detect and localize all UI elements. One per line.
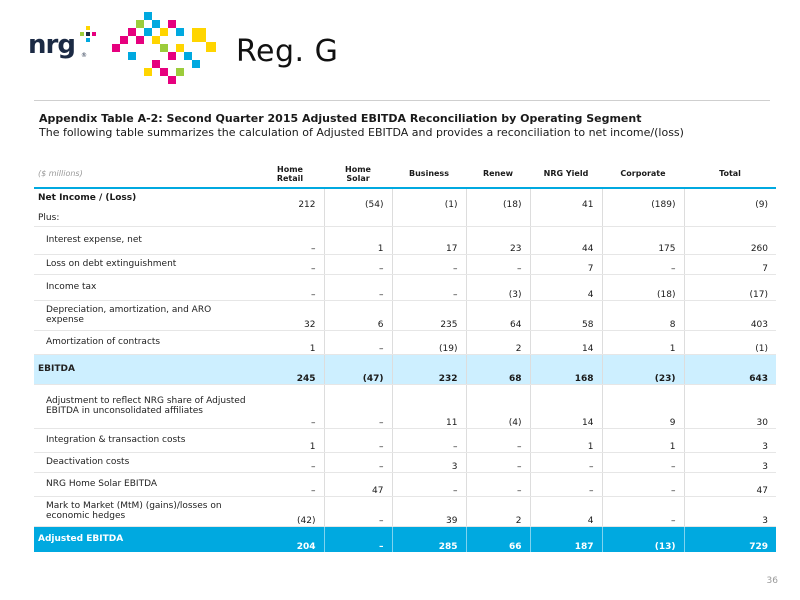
table-cell: 3	[684, 428, 776, 452]
table-header-row	[34, 160, 776, 188]
table-cell: (54)	[324, 188, 392, 210]
table-cell: 32	[256, 300, 324, 330]
row-label: Net Income / (Loss)	[38, 193, 137, 203]
table-subheading: The following table summarizes the calculation of Adjusted EBITDA and provides a reconciliation to net income/(loss)	[39, 126, 684, 139]
table-cell: –	[392, 274, 466, 300]
table-cell: –	[392, 428, 466, 452]
table-cell: –	[256, 472, 324, 496]
table-cell: 1	[324, 226, 392, 254]
table-cell: –	[324, 428, 392, 452]
row-label: NRG Home Solar EBITDA	[34, 472, 256, 496]
row-label: EBITDA	[34, 354, 256, 384]
table-row	[34, 226, 776, 254]
table-cell: –	[324, 254, 392, 274]
table-cell: 1	[602, 330, 684, 354]
table-cell: 232	[392, 354, 466, 384]
table-cell	[324, 210, 392, 226]
table-cell: 9	[602, 384, 684, 428]
table-cell: –	[256, 226, 324, 254]
logo-pinwheel-icon	[78, 26, 98, 46]
table-cell: (42)	[256, 496, 324, 526]
header-divider	[34, 100, 770, 101]
table-cell: 2	[466, 330, 530, 354]
table-row	[34, 274, 776, 300]
table-row	[34, 188, 776, 210]
row-label: Amortization of contracts	[34, 330, 256, 354]
table-cell: 30	[684, 384, 776, 428]
table-cell: 7	[684, 254, 776, 274]
table-cell: –	[324, 496, 392, 526]
table-cell: 8	[602, 300, 684, 330]
column-header: NRG Yield	[543, 169, 589, 178]
table-cell: (23)	[602, 354, 684, 384]
units-label: ($ millions)	[38, 169, 83, 178]
column-header: Home Retail	[276, 164, 304, 183]
table-cell: –	[602, 472, 684, 496]
table-cell: –	[466, 452, 530, 472]
table-cell: 1	[602, 428, 684, 452]
adjusted-ebitda-row	[34, 526, 776, 552]
row-label: Interest expense, net	[34, 226, 256, 254]
table-cell: –	[392, 472, 466, 496]
table-cell: 14	[530, 384, 602, 428]
table-row	[34, 472, 776, 496]
table-cell: –	[324, 274, 392, 300]
logo-text: nrg	[28, 30, 75, 60]
row-label: Adjusted EBITDA	[34, 526, 256, 552]
table-cell: 168	[530, 354, 602, 384]
table-cell: (18)	[602, 274, 684, 300]
table-row	[34, 428, 776, 452]
table-cell: 403	[684, 300, 776, 330]
decorative-pixel-graphic	[108, 12, 220, 92]
nrg-logo	[28, 30, 98, 70]
column-header: Business	[409, 169, 449, 178]
table-cell	[530, 210, 602, 226]
table-cell: –	[256, 274, 324, 300]
table-cell: 23	[466, 226, 530, 254]
table-cell: 2	[466, 496, 530, 526]
table-row	[34, 300, 776, 330]
table-cell	[602, 210, 684, 226]
row-label: Deactivation costs	[34, 452, 256, 472]
table-cell: 212	[298, 200, 316, 210]
registered-mark: ®	[81, 52, 87, 59]
table-cell: –	[602, 254, 684, 274]
table-cell: 3	[684, 452, 776, 472]
column-header: Home Solar	[345, 164, 371, 183]
table-cell: (189)	[602, 188, 684, 210]
table-row	[34, 254, 776, 274]
table-cell: (9)	[684, 188, 776, 210]
table-cell: 187	[530, 526, 602, 552]
ebitda-reconciliation-table	[34, 160, 776, 552]
table-cell	[392, 210, 466, 226]
page-number: 36	[766, 576, 778, 586]
column-header: Total	[719, 169, 741, 178]
table-cell: 64	[466, 300, 530, 330]
table-cell: (13)	[602, 526, 684, 552]
table-cell	[256, 210, 324, 226]
table-cell: (4)	[466, 384, 530, 428]
table-cell: –	[324, 384, 392, 428]
table-cell: (17)	[684, 274, 776, 300]
table-heading: Appendix Table A-2: Second Quarter 2015 Adjusted EBITDA Reconciliation by Operating Segment	[39, 112, 642, 125]
row-label: Adjustment to reflect NRG share of Adjusted EBITDA in unconsolidated affiliates	[34, 384, 256, 428]
column-header: Renew	[482, 169, 514, 178]
table-cell: 245	[256, 354, 324, 384]
table-cell: 285	[392, 526, 466, 552]
table-cell: 729	[684, 526, 776, 552]
table-cell: 4	[530, 496, 602, 526]
table-cell: 6	[324, 300, 392, 330]
table-cell: 7	[530, 254, 602, 274]
table-cell: 68	[466, 354, 530, 384]
table-cell: 204	[256, 526, 324, 552]
row-label: Plus:	[34, 210, 256, 226]
table-cell: (1)	[684, 330, 776, 354]
table-cell: –	[256, 452, 324, 472]
table-cell: –	[602, 452, 684, 472]
table-cell: –	[530, 472, 602, 496]
table-cell: 11	[392, 384, 466, 428]
table-cell: –	[466, 472, 530, 496]
table-cell: –	[324, 452, 392, 472]
row-label: Integration & transaction costs	[34, 428, 256, 452]
table-cell: –	[256, 384, 324, 428]
table-row	[34, 210, 776, 226]
row-label: Depreciation, amortization, and ARO expense	[34, 300, 256, 330]
table-cell: –	[324, 526, 392, 552]
page-title: Reg. G	[236, 34, 339, 69]
table-cell: –	[256, 254, 324, 274]
table-cell: (1)	[392, 188, 466, 210]
table-row	[34, 452, 776, 472]
table-cell: –	[530, 452, 602, 472]
table-cell: 643	[684, 354, 776, 384]
table-cell: 39	[392, 496, 466, 526]
row-label: Loss on debt extinguishment	[34, 254, 256, 274]
table-cell	[466, 210, 530, 226]
table-cell: 66	[466, 526, 530, 552]
table-row	[34, 384, 776, 428]
table-cell: 1	[256, 428, 324, 452]
table-cell: (18)	[466, 188, 530, 210]
table-cell: 47	[324, 472, 392, 496]
table-cell: 1	[256, 330, 324, 354]
row-label: Income tax	[34, 274, 256, 300]
table-cell: –	[466, 254, 530, 274]
table-cell: 260	[684, 226, 776, 254]
table-cell: –	[392, 254, 466, 274]
table-cell: 175	[602, 226, 684, 254]
table-cell: –	[324, 330, 392, 354]
table-cell: 235	[392, 300, 466, 330]
table-cell	[684, 210, 776, 226]
column-header: Corporate	[620, 169, 666, 178]
table-cell: 14	[530, 330, 602, 354]
row-label: Mark to Market (MtM) (gains)/losses on economic hedges	[34, 496, 256, 526]
table-cell: (3)	[466, 274, 530, 300]
table-row	[34, 330, 776, 354]
table-cell: 44	[530, 226, 602, 254]
ebitda-row	[34, 354, 776, 384]
table-cell: (47)	[324, 354, 392, 384]
table-row	[34, 496, 776, 526]
table-cell: 47	[684, 472, 776, 496]
table-cell: –	[602, 496, 684, 526]
table-cell: –	[466, 428, 530, 452]
table-cell: 3	[684, 496, 776, 526]
table-cell: 17	[392, 226, 466, 254]
table-cell: 1	[530, 428, 602, 452]
table-cell: 3	[392, 452, 466, 472]
table-cell: 58	[530, 300, 602, 330]
table-cell: (19)	[392, 330, 466, 354]
table-cell: 4	[530, 274, 602, 300]
table-cell: 41	[530, 188, 602, 210]
